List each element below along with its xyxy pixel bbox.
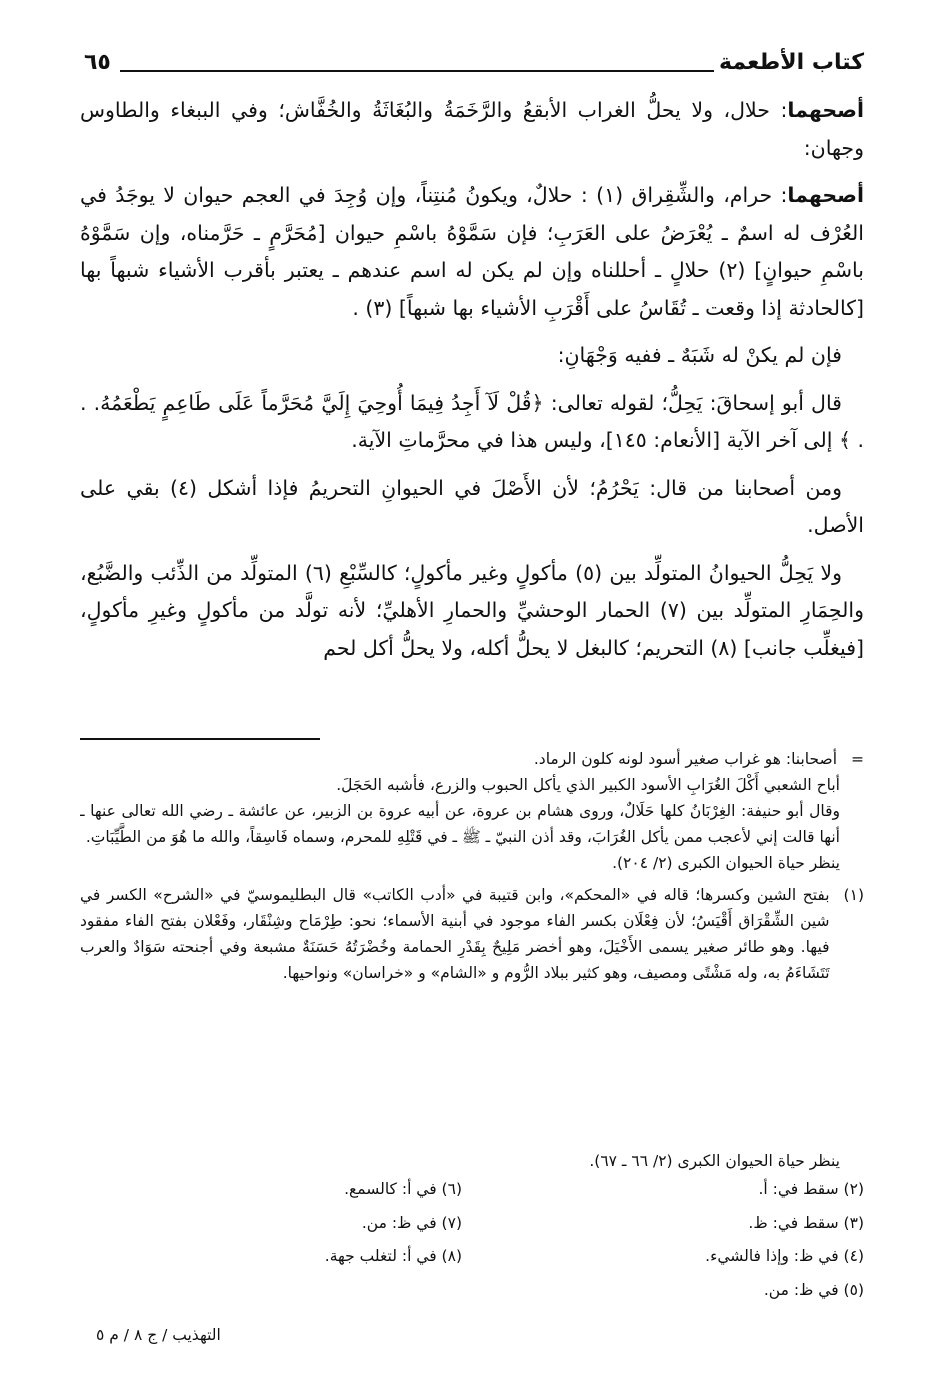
paragraph-4: قال أبو إسحاقَ: يَحِلُّ؛ لقوله تعالى: ﴿قُلْ لَآ أَجِدُ فِيمَا أُوحِيَ إِلَيَّ مُحَرَّماً عَلَى طَاعِمٍ يَطْعَمُهُ. . . ﴾ إلى آخر الآية [الأنعام: ١٤٥]، وليس هذا في محرَّماتِ الآية. — [80, 390, 864, 452]
footnote-8: (٨) في أ: لتغلب جهة. — [324, 1247, 462, 1265]
footnote-1-number: (١) — [843, 886, 864, 904]
main-text — [80, 92, 864, 724]
paragraph-3: فإن لم يكنْ له شَبَهٌ ـ ففيه وَجْهَانِ: — [557, 343, 842, 367]
footnote-cont-line-3: وقال أبو حنيفة: الغِرْبَانُ كلها حَلَالٌ، وروى هشام بن عروة، عن أبيه عروة بن الزبير، عن عائشة ـ رضي الله تعالى عنها ـ أنها قالت إني لأعجب ممن يأكل الغُرَابَ، وقد أذن النبيّ ـ ﷺ ـ في قَتْلِهِ للمحرم، وسماه فَاسِقاً، والله ما هُوَ من الطَّيِّبَاتِ. — [80, 802, 840, 846]
paragraph-1 — [80, 92, 864, 167]
footnote-7: (٧) في ظ: من. — [361, 1213, 462, 1232]
footnote-cont-line-2: أباح الشعبي أَكْلَ الغُرَابِ الأسود الكبير الذي يأكل الحبوب والزرع، فأشبه الحَجَلَ. — [336, 776, 840, 794]
footnote-1-reference: ينظر حياة الحيوان الكبرى (٢/ ٦٦ ـ ٦٧). — [589, 1152, 840, 1170]
page-number: ٦٥ — [84, 50, 111, 75]
signature-mark: التهذيب / ج ٨ / م ٥ — [96, 1326, 221, 1344]
paragraph-2 — [80, 177, 864, 327]
footnote-cont-line-1: أصحابنا: هو غراب صغير أسود لونه كلون الرماد. — [533, 750, 837, 768]
paragraph-1-text: : حلال، ولا يحلُّ الغراب الأبقعُ والرَّخَمَةُ والبُغَاثَةُ والخُفَّاش؛ وفي الببغاء والطاوس وجهان: — [80, 98, 864, 160]
paragraph-6: ولا يَحِلُّ الحيوانُ المتولِّد بين (٥) مأكولٍ وغير مأكولٍ؛ كالسِّبْعِ (٦) المتولِّد من الذِّئب والضَّبُع، والحِمَارِ المتولِّد بين (٧) الحمار الوحشيِّ والحمارِ الأهليِّ؛ لأنه تولَّد من مأكولٍ وغيرِ مأكولٍ، [فيغلِّب جانب] (٨) التحريم؛ كالبغل لا يحلُّ أكله، ولا يحلُّ أكل لحم — [80, 560, 864, 660]
header-rule — [120, 70, 714, 72]
footnote-1-reference-block — [80, 1148, 864, 1176]
footnote-separator — [80, 738, 320, 740]
footnote-1 — [80, 882, 864, 986]
chapter-title: كتاب الأطعمة — [719, 50, 864, 75]
footnotes — [80, 746, 864, 1046]
continuation-marker: = — [851, 750, 864, 768]
paragraph-2-text: : حرام، والشِّقِراق (١) : حلالٌ، ويكونُ مُنتِناً، وإن وُجِدَ في العجم حيوان لا يوجَدُ في العُرْف له اسمٌ ـ يُعْرَضُ على العَرَبِ؛ فإن سَمَّوْهُ باسْمِ حيوان [مُحَرَّمٍ ـ حَرَّمناه، وإن سَمَّوْهُ باسْمِ حيوانٍ] (٢) حلالٍ ـ أحللناه وإن لم يكن له اسم عندهم ـ يعتبر بأقرب الأشياء شبهاً بها [كالحادثة إذا وقعت ـ تُقَاسُ على أَقْرَبِ الأشياء بها شبهاً] (٣) . — [80, 183, 864, 320]
footnote-3: (٣) سقط في: ظ. — [748, 1213, 864, 1232]
paragraph-5: ومن أصحابنا من قال: يَحْرُمُ؛ لأن الأَصْلَ في الحيوانِ التحريمُ فإذا أشكل (٤) بقي على الأصل. — [80, 475, 864, 537]
footnote-cont-line-4: ينظر حياة الحيوان الكبرى (٢/ ٢٠٤). — [612, 854, 840, 872]
paragraph-1-lead: أصحهما — [787, 98, 864, 122]
footnote-5: (٥) في ظ: من. — [763, 1280, 864, 1299]
footnote-4: (٤) في ظ: وإذا فالشيء. — [705, 1247, 864, 1265]
footnote-1-text: بفتح الشين وكسرها؛ قاله في «المحكم»، وابن قتيبة في «أدب الكاتب» قال البطليموسيّ في «الشرح» الكسر في شين الشِّقْرَاق أَقْيَسُ؛ لأن فِعْلَان بكسر الفاء موجود في أبنية الأسماء؛ نحو: طِرْمَاح وشِنْقَار، وفَعْلان بفتح الفاء مفقود فيها. وهو طائر صغير يسمى الأَخْيَلَ، وهو أخضر مَلِيحٌ بِقَدْرِ الحمامة وخُضْرَتُهُ حَسَنَةٌ مشبعة وفي أجنحته سَوَادٌ والعرب تَتَشَاءَمُ به، وله مَشْتًى ومصيف، وهو كثير ببلاد الرُّوم و «الشام» و «خراسان» ونواحيها. — [80, 886, 830, 982]
paragraph-2-lead: أصحهما — [787, 183, 864, 207]
short-footnotes — [80, 1176, 864, 1310]
footnote-continuation — [80, 746, 864, 772]
footnote-2: (٢) سقط في: أ. — [758, 1180, 864, 1198]
footnote-6: (٦) في أ: كالسمع. — [344, 1180, 462, 1198]
